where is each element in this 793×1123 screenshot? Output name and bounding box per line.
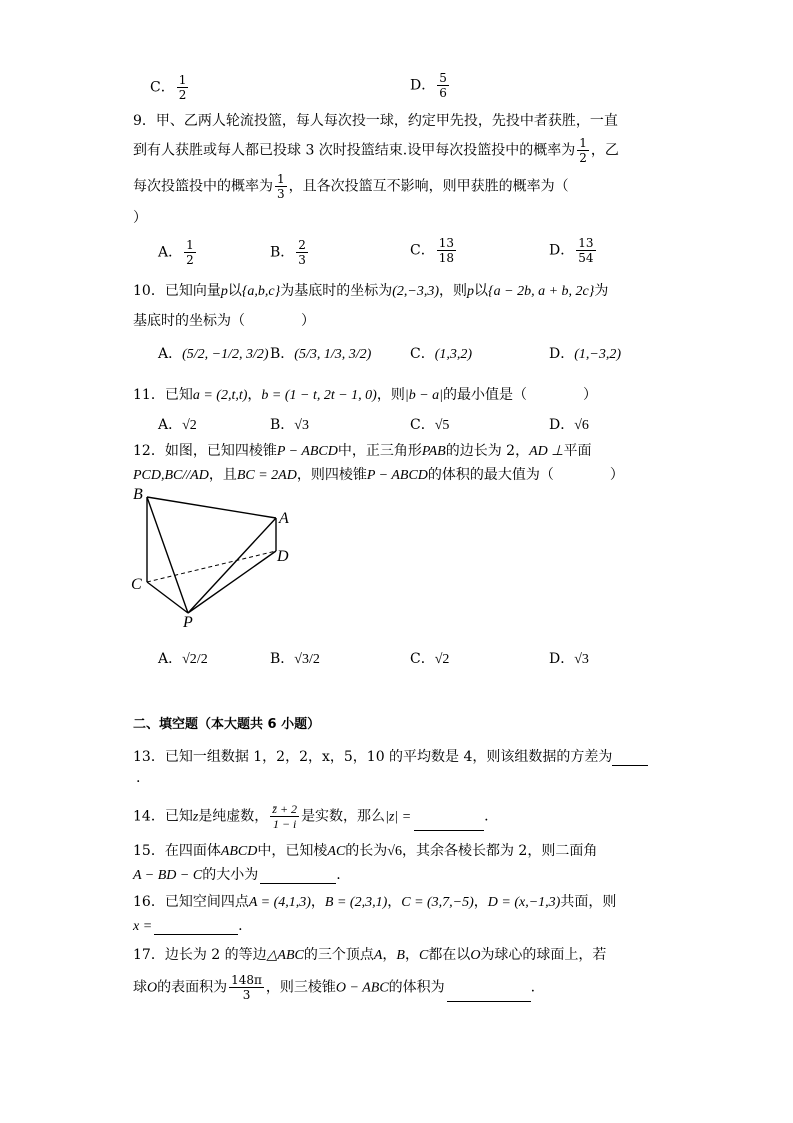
q13-line2: . <box>136 770 141 786</box>
q9-option-a: A． $\frac{1}{2}$ <box>158 238 194 267</box>
q10-option-d: D．(1,−3,2) <box>549 346 622 362</box>
q9-option-b: B． $\frac{2}{3}$ <box>270 238 306 267</box>
q9-line1: 9．甲、乙两人轮流投篮，每人每次投一球，约定甲先投，先投中者获胜，一直 <box>133 113 618 129</box>
q15-answer-blank[interactable] <box>260 869 336 884</box>
q14-answer-blank[interactable] <box>414 816 484 831</box>
q9-line4: ） <box>133 210 147 226</box>
q9-option-c: C． $\frac{13}{18}$ <box>410 236 454 265</box>
q10-option-a: A．(5/2, −1/2, 3/2) <box>158 346 269 362</box>
q11-option-b: B．√3 <box>270 417 309 433</box>
edge-BA <box>147 497 276 518</box>
q16-line1: 16．已知空间四点A = (4,1,3)，B = (2,3,1)，C = (3,7,−5)，D = (x,−1,3)共面，则 <box>133 894 617 910</box>
q12-line1: 12．如图，已知四棱锥P − ABCD中，正三角形PAB的边长为 2，AD ⊥平面 <box>133 443 592 459</box>
q17-line1: 17．边长为 2 的等边△ABC的三个顶点A，B，C都在以O为球心的球面上，若 <box>133 947 607 963</box>
label-A: A <box>279 510 289 527</box>
q17-line2: 球O的表面积为 $\frac{148\pi}{3}$ ，则三棱锥O − ABC的体积为 . <box>133 973 536 1002</box>
q17-answer-blank[interactable] <box>447 987 531 1002</box>
q12-option-c: C．√2 <box>410 651 450 667</box>
q11-option-d: D．√6 <box>549 417 589 433</box>
q10-line1: 10．已知向量p以{a,b,c}为基底时的坐标为(2,−3,3)，则p以{a − 2b, a + b, 2c}为 <box>133 283 609 299</box>
q10-line2: 基底时的坐标为（ ） <box>133 313 315 329</box>
q9-line3: 每次投篮投中的概率为 $\frac{1}{3}$ ，且各次投篮互不影响，则甲获胜的概率为（ <box>133 172 569 201</box>
q16-line2: x = . <box>133 918 243 934</box>
label-D: D <box>277 548 289 565</box>
prev-option-d: D． $\frac{5}{6}$ <box>410 71 447 100</box>
q9-line2: 到有人获胜或每人都已投球 3 次时投篮结束.设甲每次投篮投中的概率为 $\frac{1}{2}$ ，乙 <box>133 136 619 165</box>
q14-line: 14．已知z是纯虚数， $\frac{z̄ + 2}{1 - i}$ 是实数，那么|z| = . <box>133 802 489 831</box>
label-C: C <box>131 576 142 593</box>
section-heading-fill-in: 二、填空题（本大题共 6 小题） <box>133 717 321 732</box>
q12-option-a: A．√2/2 <box>158 651 208 667</box>
q12-pyramid-figure <box>125 485 305 630</box>
prev-option-c: C． $\frac{1}{2}$ <box>150 73 187 102</box>
q16-answer-blank[interactable] <box>154 920 238 935</box>
q13-line1: 13．已知一组数据 1，2，2，x，5，10 的平均数是 4，则该组数据的方差为 <box>133 746 648 766</box>
q10-option-c: C．(1,3,2) <box>410 346 473 362</box>
q11-option-a: A．√2 <box>158 417 197 433</box>
edge-AP <box>188 518 276 613</box>
q11-line1: 11．已知a = (2,t,t)，b = (1 − t, 2t − 1, 0)，则|b − a|的最小值是（ ） <box>133 387 597 403</box>
q9-option-d: D． $\frac{13}{54}$ <box>549 236 594 265</box>
q13-answer-blank[interactable] <box>612 751 648 766</box>
q15-line1: 15．在四面体ABCD中，已知棱AC的长为√6，其余各棱长都为 2，则二面角 <box>133 843 598 859</box>
q15-line2: A − BD − C的大小为 . <box>133 867 341 883</box>
label-P: P <box>183 614 193 630</box>
q10-option-b: B．(5/3, 1/3, 3/2) <box>270 346 372 362</box>
q12-option-b: B．√3/2 <box>270 651 320 667</box>
edge-CD-hidden <box>147 551 276 582</box>
label-B: B <box>133 486 143 503</box>
q12-line2: PCD,BC//AD，且BC = 2AD，则四棱锥P − ABCD的体积的最大值为（ ） <box>133 467 624 483</box>
q12-option-d: D．√3 <box>549 651 589 667</box>
edge-DP <box>188 551 276 613</box>
q11-option-c: C．√5 <box>410 417 450 433</box>
edge-BP <box>147 497 188 613</box>
